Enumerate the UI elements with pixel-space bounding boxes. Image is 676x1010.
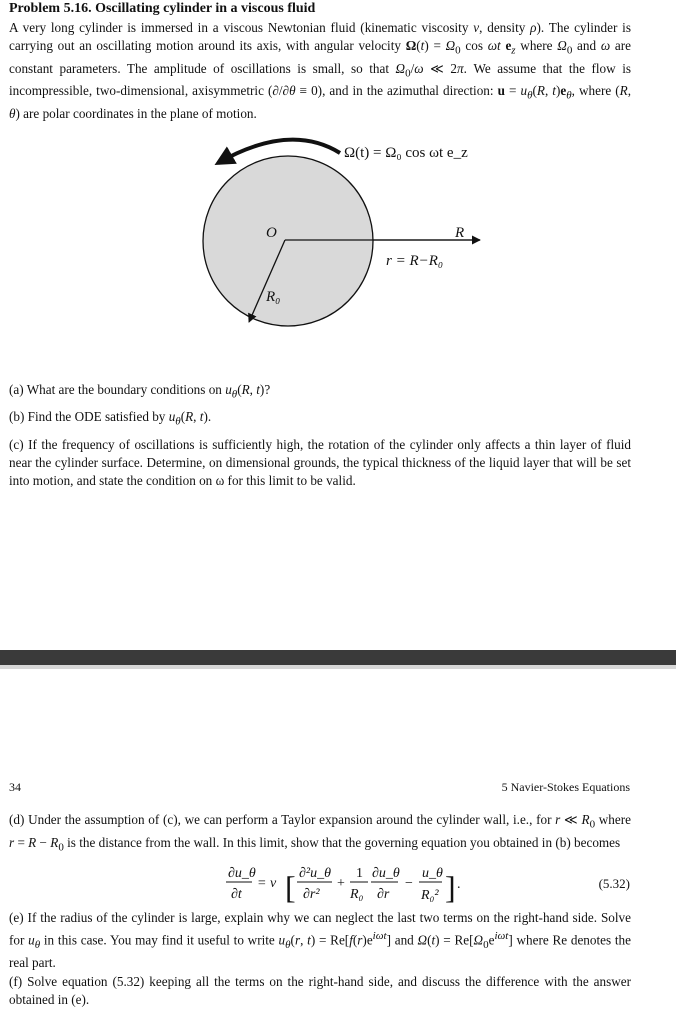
page-gap-edge [0, 665, 676, 669]
omega-label: Ω(t) = Ω₀ cos ωt e_z [344, 145, 468, 161]
problem-statement: A very long cylinder is immersed in a viscous Newtonian fluid (kinematic viscosity ν, density ρ). The cylinder is carrying out an oscillating motion around its axis, with angular velocity $\Omega(t) = \Omega_0$ cos ωt $e_z$ where $\Omega_0$ and ω are constant parameters. The amplitude of oscillations is small, so that $\Omega_0/\omega$ ≪ 2π. We assume that the flow is incompressible, two-dimensional, axisymmetric (∂/∂θ ≡ 0), and in the azimuthal direction: $u = u_\theta(R$, $t)e_\theta$, where (R, θ) are polar coordinates in the plane of motion. [9, 20, 631, 121]
cylinder-cross-section [203, 156, 373, 326]
question-d: (d) Under the assumption of (c), we can perform a Taylor expansion around the cylinder wall, i.e., for r ≪ $R_0$ where $r = R - R_0$ is the distance from the wall. In this limit, show that the governing equation you obtained in (b) becomes [9, 812, 631, 854]
equation-number: (5.32) [598, 876, 630, 891]
center-label: O [266, 225, 277, 241]
svg-text:R₀²: R₀² [421, 888, 439, 903]
R-label: R [455, 225, 465, 241]
page-gap [0, 650, 676, 665]
equation-5-32 [0, 860, 676, 908]
svg-text:u_θ: u_θ [422, 866, 443, 881]
page-number: 34 [9, 780, 21, 794]
question-a: (a) What are the boundary conditions on $u_\theta(R$, t)? [9, 382, 271, 401]
cylinder-figure [0, 125, 676, 340]
question-e: (e) If the radius of the cylinder is large, explain why we can neglect the last two terms on the right-hand side. Solve for $u_\theta$ in this case. You may find it useful to write $u_\theta(r$, $t) = Re[f(r)e^{i\omega t}]$ and $\Omega(t) = Re[\Omega_0e^{i\omega t}]$ where Re denotes the real part. [9, 910, 632, 971]
question-b: (b) Find the ODE satisfied by $u_\theta(R$, t). [9, 409, 212, 428]
svg-text:∂r: ∂r [377, 887, 390, 902]
running-head: 5 Navier-Stokes Equations [501, 780, 630, 794]
svg-text:]: ] [445, 869, 456, 905]
radius-label: R₀ [266, 289, 281, 305]
r-label: r = R−R₀ [386, 253, 444, 269]
svg-text:[: [ [285, 869, 296, 905]
svg-text:∂t: ∂t [231, 887, 242, 902]
question-f: (f) Solve equation (5.32) keeping all the terms on the right-hand side, and discuss the difference with the answer obtained in (e). [9, 974, 631, 1007]
svg-text:−: − [405, 876, 413, 891]
svg-text:∂u_θ: ∂u_θ [372, 866, 400, 881]
svg-text:∂u_θ: ∂u_θ [228, 866, 256, 881]
svg-text:∂²u_θ: ∂²u_θ [299, 866, 331, 881]
svg-text:= ν: = ν [257, 876, 277, 891]
svg-text:R₀: R₀ [350, 887, 364, 902]
question-c: (c) If the frequency of oscillations is sufficiently high, the rotation of the cylinder only affects a thin layer of fluid near the cylinder surface. Determine, on dimensional grounds, the typical thickness of the liquid layer that will be set into motion, and state the condition on ω for this limit to be valid. [9, 437, 631, 488]
svg-text:.: . [457, 877, 461, 892]
svg-text:∂r²: ∂r² [303, 887, 320, 902]
problem-title: Problem 5.16. Oscillating cylinder in a viscous fluid [9, 1, 316, 16]
svg-text:+: + [337, 876, 345, 891]
svg-text:1: 1 [356, 866, 363, 881]
